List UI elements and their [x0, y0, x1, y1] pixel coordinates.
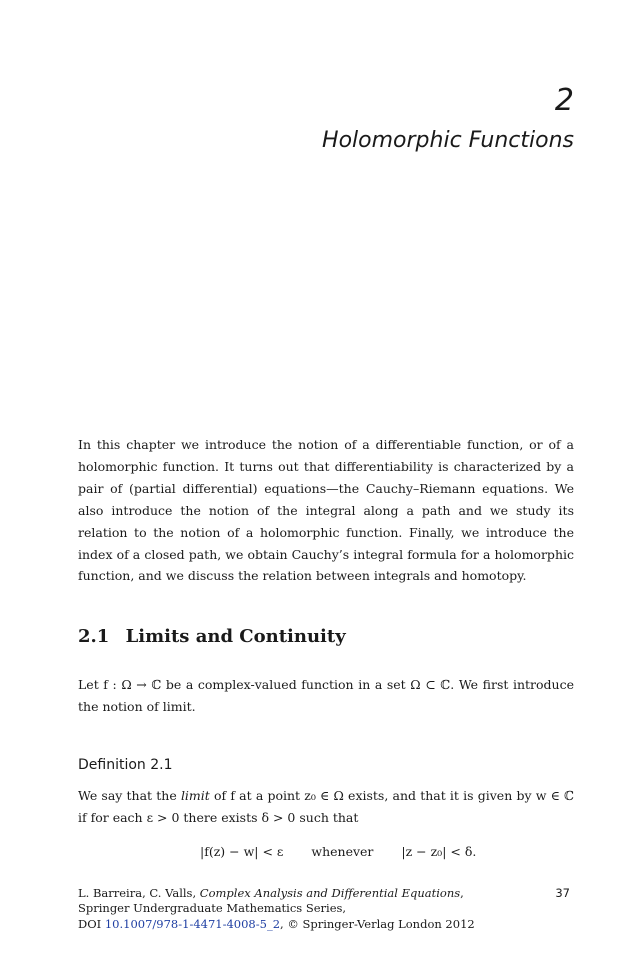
section-title: Limits and Continuity: [125, 626, 346, 647]
equation-right: |z − z₀| < δ.: [401, 844, 477, 859]
definition-text-after: of f at a point z₀ ∈ Ω exists, and that it is given by w ∈ ℂ if for each ε > 0 there exists δ > 0 such that: [78, 788, 574, 825]
chapter-abstract: In this chapter we introduce the notion of a differentiable function, or of a holomorphic function. It turns out that differentiability is characterized by a pair of (partial differential) equations—the Cauchy–Riemann equations. We also introduce the notion of the integral along a path and we study its relation to the notion of a holomorphic function. Finally, we introduce the index of a closed path, we obtain Cauchy’s integral formula for a holomorphic function, and we discuss the relation between integrals and homotopy.: [78, 437, 574, 584]
definition-text-before: We say that the: [78, 788, 181, 803]
footer-line-3: DOI 10.1007/978-1-4471-4008-5_2, © Springer-Verlag London 2012: [78, 916, 475, 931]
chapter-title: Holomorphic Functions: [322, 128, 574, 153]
equation-whenever: whenever: [311, 844, 374, 859]
doi-link[interactable]: 10.1007/978-1-4471-4008-5_2: [104, 916, 281, 931]
footer-book-title: Complex Analysis and Differential Equations: [199, 886, 461, 900]
page-footer: [78, 886, 498, 932]
footer-line-1: L. Barreira, C. Valls, Complex Analysis and Differential Equations,: [78, 886, 464, 900]
footer-series: Springer Undergraduate Mathematics Series,: [78, 901, 347, 916]
display-equation: [200, 846, 476, 859]
definition-body: [78, 785, 574, 829]
footer-copyright: , © Springer-Verlag London 2012: [280, 916, 475, 931]
page-number: 37: [555, 886, 570, 900]
section-number: 2.1: [78, 626, 110, 647]
equation-left: |f(z) − w| < ε: [200, 844, 284, 859]
footer-authors: L. Barreira, C. Valls,: [78, 886, 200, 900]
section-intro: Let f : Ω → ℂ be a complex-valued function in a set Ω ⊂ ℂ. We first introduce the notion of limit.: [78, 677, 574, 714]
definition-term: limit: [180, 788, 210, 803]
section-heading: [78, 628, 346, 646]
definition-label: Definition 2.1: [78, 757, 173, 773]
chapter-number: 2: [554, 83, 574, 118]
